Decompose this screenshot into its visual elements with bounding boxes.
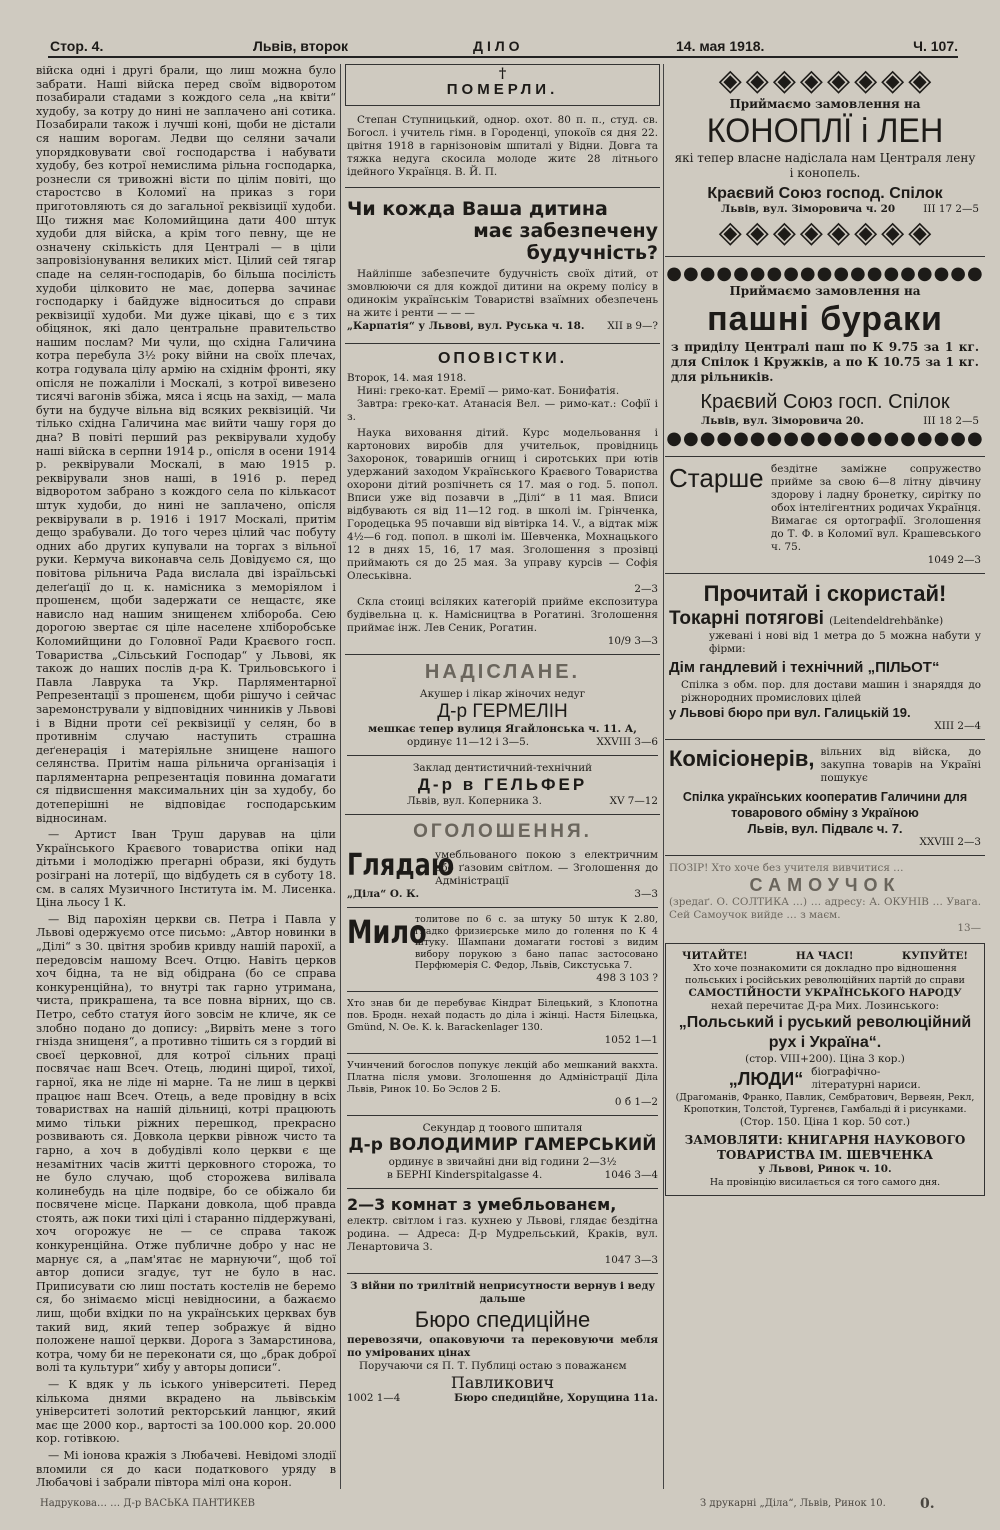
buro-address: Бюро спедиційне, Хорущина 11а. [454,1391,658,1404]
diamond-icon: ◈ [854,64,878,98]
konopli-text: які тепер власне надіслала нам Централя лену і конопель. [674,151,976,180]
nadislane-title: НАДІСЛАНЕ. [424,661,581,683]
diamond-icon: ◈ [799,215,823,250]
divider [347,907,658,908]
oval-ornament: ●●●●●●●●●●●●●●●●●●● [666,263,984,284]
divider [347,1115,658,1116]
diamond-icon: ◈ [772,215,796,250]
konopli-org: Краєвий Союз господ. Спілок [707,185,943,202]
diamond-icon: ◈ [827,64,851,98]
knyharnia-intro2: нехай перечитає Д-ра Мих. Лозинського: [710,1000,940,1012]
diamond-icon: ◈ [772,64,796,98]
diamond-ornament [665,64,985,98]
knyharnia-intro: Хто хоче познакомити ся докладно про відношення польських і російських революційних партій до справи [685,963,965,986]
page-number: Стор. 4. [50,38,104,54]
lyudy-headline: „ЛЮДИ“ [728,1068,804,1089]
column-rule [663,64,664,1489]
knyharnia-title-info: (стор. VIII+200). Ціна 3 кор.) [745,1053,905,1065]
ad-code: 1046 3—4 [604,1168,658,1181]
karpatia-text: Найліпше забезпечите будучність своїх дітий, от змовлюючи ся для кождої дитини на окрему полісу в одинокім українськім Товаристві взаїмних обезпечень на житє і ренти — — — [347,268,658,319]
samouchok-ad [665,862,985,935]
starshe-text: бездітне заміжне сопружество прийме за свою 6—8 літну дівчину здорову і ладну бронетку, сирітку по обох інтелігентних родичах Українця. Вимагає ся ортографії. Зголошення до Т. Ф. в Коломиї вул. Крашевського ч. 75. [771,463,981,553]
samouchok-text: (зредаґ. О. СОЛТИКА …) … адресу: А. ОКУНІВ … Увага. Сей Самоучок вийде … з маєм. [669,896,981,921]
buraky-ad [665,285,985,428]
hliadaiu-ref: „Діла“ О. К. [347,888,420,900]
gamersky-address: в БЕРНІ Kinderspitalgasse 4. [387,1168,543,1181]
cross-icon: † [498,66,507,82]
diamond-icon: ◈ [827,215,851,250]
komisioneriv-address: Львів, вул. Підвалє ч. 7. [747,821,903,836]
pylot-ad [665,580,985,733]
knyharnia-samost: САМОСТІЙНОСТИ УКРАЇНСЬКОГО НАРОДУ [688,987,962,999]
konopli-address: Львів, вул. Зіморовича ч. 20 [721,203,896,215]
knyharnia-address: у Львові, Ринок ч. 10. [758,1163,892,1175]
diamond-icon: ◈ [881,64,905,98]
mylo-text: толитове по 6 с. за штуку 50 штук К 2.80, гладко фризиєрське мило до голення по К 4 штуку. Шампани домагати гостові з видим вибору порукою з бано папас застосовано Перфюмерія С. Федор, Львів, Сикстуська 7. [415,914,658,972]
ad-code: 1047 3—3 [604,1253,658,1266]
karpatia-address: „Карпатія“ у Львові, вул. Руська ч. 18. [347,320,585,332]
diamond-icon: ◈ [854,215,878,250]
newspaper-title: ДІЛО [473,38,524,54]
opovistky-item: Завтра: греко-кат. Атанасія Вел. — римо-кат.: Софії і з. [347,398,658,423]
lyudy-price: (Стор. 150. Ціна 1 кор. 50 сот.) [739,1116,911,1128]
starshe-big: Старше [669,463,764,493]
divider [345,814,660,815]
karpatia-ad [345,194,660,337]
divider [347,991,658,992]
hliadaiu-ad [347,849,658,888]
column-notices [345,64,660,1489]
issue-number: Ч. 107. [913,38,958,54]
bohoslov-notice: Учинчений богослов попукує лекцій або мешканий вакхта. Платна після умови. Зголошення до Адміністрації Діла Львів, Ринок 10. Бо Эслов 2 Б. [347,1059,658,1095]
diamond-icon: ◈ [718,215,742,250]
buraky-address: Львів, вул. Зіморовича 20. [701,415,864,427]
divider [347,1053,658,1054]
diamond-icon: ◈ [908,215,932,250]
ad-code: 1052 1—1 [604,1033,658,1046]
diamond-icon: ◈ [908,64,932,98]
ad-code: 1002 1—4 [347,1391,401,1404]
komisioneriv-big: Комісіонерів, [669,746,815,771]
samouchok-headline: САМОУЧОК [749,875,901,895]
mylo-ad [347,914,658,972]
buro-pre: З війни по трилітній неприсутности вернув і веду дальше [349,1279,656,1305]
ad-code: 13— [957,922,981,934]
opovistky-item: Наука виховання дітий. Курс модельовання і картонових виробів для учительок, провідниць Захоронок, товаришів огнищ і сиротських при ютів удержаний заходом Українського Краєвого Товариства охорони дітий розпічнеть ся 17. мая о год. 5. попол. Вписи уже від позавчи в „Ділі“ в 11 мая. Вписи відбувають ся від 11—12 год. в школі ім. Грінченка, Городецька 95 почавши від вівтірка 14. V., а відтак між 4½—6 год. попол. в школі ім. Шевченка, Мохнацького 12 в днях 15, 16, 17 мая. Зголошення з прозівці приймають ся до 25 мая. За управу курсів — Софія Олеськівна. [347,427,658,582]
konopli-headline: КОНОПЛЇ і ЛЕН [706,112,944,150]
diamond-icon: ◈ [799,64,823,98]
knyharnia-head-c: КУПУЙТЕ! [901,950,968,962]
opovistky-item: Скла стоиці всіляких категорій прийме експозитура будівельна ц. к. Намісництва в Рогатині. Зголошення приймає інж. Лев Сеник, Рогатин. [347,596,658,634]
divider [345,187,660,188]
issue-date: 14. мая 1918. [676,38,765,54]
helfer-name: Д-р в ГЕЛЬФЕР [417,775,588,794]
bilecky-notice: Хто знав би де перебуває Кіндрат Білецький, з Клопотна пов. Бродн. нехай подасть до діла і жінці. Настя Білецька, Gmünd, N. Oe. K. k. Barackenlager 130. [347,997,658,1033]
diamond-ornament [665,216,985,250]
oholoshennia-title: ОГОЛОШЕННЯ. [413,821,592,842]
gamersky-name: Д-р ВОЛОДИМИР ГАМЕРСЬКИЙ [348,1134,657,1155]
buraky-headline: пашні бураки [707,300,943,338]
buraky-text: з приділу Централі паш по К 9.75 за 1 кг. для Спілок і Кружків, а по К 10.75 за 1 кг. для рільників. [671,340,979,384]
helfer-address: Львів, вул. Коперника 3. [407,795,542,807]
lyudy-sub: біографічно-літературні нариси. [811,1066,921,1091]
komnat-headline: 2—3 комнат з умебльованєм, [347,1194,617,1214]
divider [665,256,985,257]
news-paragraph: — Артист Іван Труш дарував на ціли Українського Краєвого товариства опіки над дітьми і молодіжю прегарні образи, які будуть розіграні на лотерії, що відбудеть ся в суботу 18. см. в салях Музичного Інститута ім. М. Лисенка. Ціна льосу 1 К. [36,828,336,910]
ad-code: 3—3 [634,888,658,900]
divider [665,456,985,457]
news-paragraph: — Від парохіян церкви св. Петра і Павла у Львові одержуємо отсе письмо: „Автор новинки в „Ділі“ з 30. цвітня зробив кривду нашій парохії, а передовсім нашому Всеч. Отцю. Навіть церков хоч бідна, та не від обідрана (бо се справа конкуренційна), то внутрі так гарно утримана, чиста, прикрашена, та все повна вірних, що св. Петро, себто статуя його зовсім не кличе, як се злобно подано до допису: „Вирвіть мене з того гнізда знищеня“, а противно тішить ся з гордий ві своєї церковної, для котрої сільних праці посвячає наш Всеч. Отець, людині щирої, тихої, гарної, яка не ліде ні марне. Та не лиш в церкві працює наш Всеч. Отець, а веде провідну в всіх товариствах на нашій дільниці, котрі працюють мимо тільки ріжних перешкод, прекрасно розвивають ся. Довкола церкви рівнож чисто та гарно, а хоч в добудівлі коло церкви є ще незамітних часів житті церковного сторожа, то не було случаю, щоб сторожева вилівала колинебудь на ціле подвіре, бо се обіжало би посвячене місце. Паркани довкола, щоб правда стоять, аж поки тихі цілі і старанно піддержувані, хоч огорожує не — се справа також конкуренційна. Отже публичне добро у нас не марнує ся, а „пам'ятає не марнуючи“, щоб тої автор дописи згадує, тут не було в нас. Приписувати сю лиш постать костелів не беремо ся, бо знімаємо місці невідносини, а бажаємо лиш, щоби вхідки по на українських церквах був такий вид, який тепер зображує й відно положене нашої церкви. Дорога з Замарстинова, котра, чому би не переконати ся, що „брак доброї волі та культури“ хибу у авторы дописи“. [36,912,336,1375]
pylot-address: у Львові бюро при вул. Галицькій 19. [669,705,911,720]
helfer-pre: Заклад дентистичний-технічний [412,762,593,774]
column-news [36,64,336,1489]
ad-code: 2—3 [634,583,658,595]
ad-code: XII в 9—? [607,320,658,332]
karpatia-headline-1: Чи кожда Ваша дитина [347,198,608,220]
oval-ornament: ●●●●●●●●●●●●●●●●●●● [666,428,984,449]
hermelin-address: мешкає тепер вулиця Ягайлонська ч. 11. А, [368,723,637,735]
opovistky-date: Второк, 14. мая 1918. [347,372,467,384]
divider [665,573,985,574]
hermelin-pre: Акушер і лікар жіночих недуг [419,688,586,700]
opovistky-item: Нині: греко-кат. Еремії — римо-кат. Бонифатія. [357,385,620,397]
diamond-icon: ◈ [718,64,742,98]
komisioneriv-ad [665,746,985,849]
konopli-pre: Приймаємо замовлення на [729,97,921,111]
pylot-headline: Прочитай і скористай! [703,581,947,606]
hermelin-name: Д-р ГЕРМЕЛІН [437,701,568,722]
knyharnia-head-b: НА ЧАСІ! [795,950,854,962]
pylot-firm: Дім гандлевий і технічний „ПІЛЬОТ“ [669,659,940,676]
mylo-big: Мило [347,913,427,951]
divider [345,343,660,344]
ad-code: III 18 2—5 [923,415,979,427]
footer-mark: 0. [920,1496,935,1512]
pylot-sub: Токарні потягові [669,608,824,629]
diamond-icon: ◈ [881,215,905,250]
knyharnia-foot: На провінцію висилається ся того самого дня. [709,1177,941,1188]
ad-code: 498 3 103 ? [596,971,658,984]
divider [347,1188,658,1189]
nadislane-section [345,661,660,808]
knyharnia-order: ЗАМОВЛЯТИ: КНИГАРНЯ НАУКОВОГО ТОВАРИСТВА ІМ. ШЕВЧЕНКА [684,1133,966,1162]
lyudy-names: (Драгоманів, Франко, Павлик, Сембратович, Вервеян, Рекл, Кропоткин, Толстой, Тургенєв, Гамбальді й і рисунками. [675,1092,975,1115]
diamond-icon: ◈ [745,64,769,98]
divider [665,855,985,856]
komisioneriv-org: Спілка українських кооператив Галичини для товарового обміну з Україною [682,790,968,820]
ad-code: XXVIII 3—6 [596,736,658,748]
knyharnia-ad [665,943,985,1196]
ad-code: XV 7—12 [609,795,658,807]
komnat-text: електр. світлом і газ. кухнею у Львові, глядає бездітна родина. — Адреса: Д-р Мудрельський, Краків, вул. Ленартовича 3. [347,1214,658,1253]
pylot-text: Спілка з обм. пор. для достави машин і знаряддя до ріжнородних промислових цілей [681,679,981,704]
divider [347,755,658,756]
hermelin-hours: ординує 11—12 і 3—5. [407,736,530,748]
pylot-line: ужевані і нові від 1 метра до 5 можна набути у фірми: [709,630,981,655]
pylot-sub-de: (Leitendeldrehbänke) [829,615,944,627]
gamersky-line: ординує в звичайні дни від години 2—3½ [388,1155,617,1168]
divider [347,1273,658,1274]
buro-request: Поручаючи ся П. Т. Публиці остаю з поважанєм [359,1359,627,1372]
komisioneriv-text: вільних від війска, до закупна товарів на Україні пошукує [820,746,981,784]
samouchok-pre: ПОЗІР! Хто хоче без учителя вивчитися … [669,862,904,874]
gamersky-pre: Секундар д тоового шпиталя [422,1121,583,1134]
place-date: Львів, второк [253,38,349,54]
buro-name: Павликович [450,1372,555,1392]
buraky-pre: Приймаємо замовлення на [729,284,921,298]
knyharnia-head-a: ЧИТАЙТЕ! [682,950,748,962]
oholoshennia-section [345,821,660,1405]
obituary-title: ПОМЕРЛИ. [446,81,559,98]
news-paragraph: — Мі іонова кражія з Любачеві. Невідомі злодії вломили ся до каси податкового уряду в Любачові і забрали півтора мілі она корон. [36,1448,336,1489]
konopli-ad [665,98,985,216]
column-ads [665,64,985,1504]
ad-code: 1049 2—3 [927,554,981,566]
divider [665,739,985,740]
obituary-box [345,64,660,106]
page-header [48,36,958,58]
starshe-ad [665,463,985,554]
diamond-icon: ◈ [745,215,769,250]
news-paragraph: війска одні і другі брали, що лиш можна було забрати. Наші війска перед своїм відворотом позабирали стадами з кождого села „на квіти“ худобу, за котру до нині не заплачено ані сотика. Позабирали також і лучші коні, щоби не дістали ся нашим ворогам. Ледви що селяни зачали упорядковувати свої господарства і набувати худобу, без котрої немислима рільна господарка, рознесли ся тривожні вісти по цілім повіті, що старостсво в Коломиї на приказ з гори приготовляють ся до загальної реквізиції худоби. Що тижня має Коломийщина дати 400 штук худоби для війска, а крім того певну, ще не означену скількість для Централі — в ціли запровізіонування великих міст. Цілий сей тягар спаде на селян-господарів, бо більша посілість худоби цілковито не має, доперва зачинає господарку і байдуже відноситься до справи реквізиції худоби. Ми дуже цікаві, що є з тих обіцянок, які дало центральне правительство нашим послам? Ми чули, що східна Галичина котра перебула 3½ року війни на своїх плечах, котра годувала цілу армію на східнім фронті, яку опісля не пожаліли і Москалі, з котрої вивезено тисячі вагонів збіжа, мяса і ясць на захід, — мала бути на будуче вільна від всяких реквізицій. Чи тілько східна Галичина має вийти чашу горя до дна? В повіті перший раз реквірували худобу наші війска в серпни 1914 р., опісля в осени 1914 р. реквірували Москалі, в маю 1915 р. реквірували знов наші, в 1916 р. перед відворотом забрано з кождого села по кількасот штук худоби, до нині не заплачено, опісля реквірували в р. 1916 і 1917 Москалі, притім дещо зрабували. До того через цілий час побуту одних або других купували на торгах з вільної руки. Кермуча виконавча сель Довідуємо ся, що повітова рільнича Рада вислала дві ізраїльські делеґації до ц. к. намісника з меморіялом і прошенєм, щоби задержати се нещастє, яке нависло над нашим знищенєм хлібороба. Сею дорогою звертає ся ціле населене хліборобське Коломийщини до Головної Ради Краєвого госп. Товариства „Сільський Господар“ у Львові, як також до наших послів д-ра К. Трильовського і Павла Лаврука та Укр. Парляментарної Репрезентації з прошенєм, щоби рішучо і сейчас заремонстрували у відповідних чинників у Львові і в Відни проти сеї реквізиції у селян, бо в противнім случаю наступить страшна деґенерація і матеріяльне знищене нашого селянства. Притім наша рільнича організація і парляментарна репрезентація повинна домагати ся підвисшення максимальних цін за худобу, бо дотеперішні не відповідає господарським відносинам. [36,64,336,825]
footer-left: Надрукова… … Д-р ВАСЬКА ПАНТИКЕВ [40,1498,256,1509]
buro-headline: Бюро спедиційне [414,1306,591,1332]
ad-code: 10/9 3—3 [607,635,658,647]
knyharnia-title: „Польський і руський революційний рух і Україна“. [678,1014,972,1051]
ad-code: XIII 2—4 [934,720,981,732]
hliadaiu-big: Глядаю [347,848,455,883]
buro-text: перевозячи, опаковуючи та перековуючи мебля по умірованих цінах [347,1333,658,1359]
opovistky-section [345,350,660,648]
footer-right: З друкарні „Діла“, Львів, Ринок 10. [700,1498,886,1509]
karpatia-headline-2: має забезпечену будучність? [473,220,658,264]
news-paragraph: — К вдяк у ль іського університеті. Перед кількома днями вкрадено на львівськім університеті золотий ректорський ланцюг, який має ще 2000 кор., вартості за 100.000 кор. 20.000 кор. готівкою. [36,1378,336,1446]
buraky-org: Краєвий Союз госп. Спілок [700,391,950,413]
hliadaiu-text: умебльованого покою з електричним або ґазовим світлом. — Зголошення до Адміністрації [435,849,658,887]
column-rule [340,64,341,1489]
obituary-text: Степан Ступницький, одноp. охот. 80 п. п., студ. св. Богосл. і учитель гімн. в Городенці, упокоїв ся дня 22. цвітня 1918 в гарнізоновім шпиталі у Відни. Довга та тяжка недуга скосила молоде житє 28 літнього ідейного Українця. В. Й. П. [347,114,658,178]
opovistky-title: ОПОВІСТКИ. [437,350,568,367]
ad-code: XXVIII 2—3 [919,836,981,848]
ad-code: 0 б 1—2 [614,1095,658,1108]
page-footer [40,1494,970,1520]
divider [345,654,660,655]
ad-code: III 17 2—5 [923,203,979,215]
